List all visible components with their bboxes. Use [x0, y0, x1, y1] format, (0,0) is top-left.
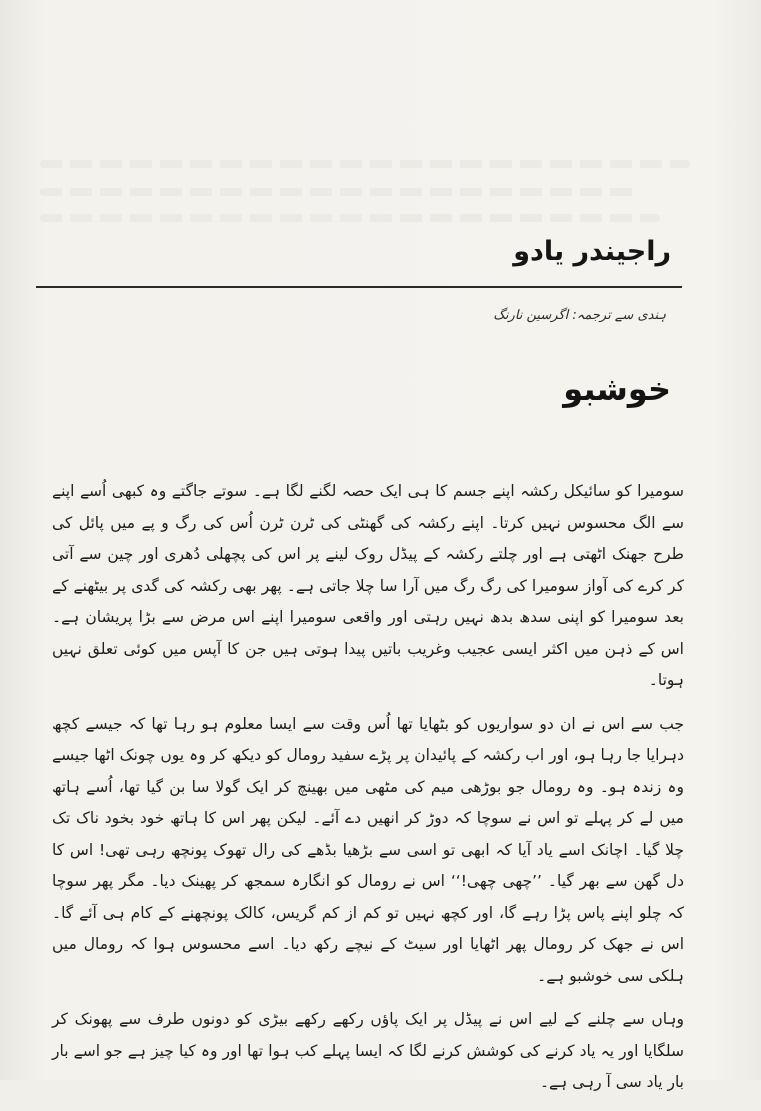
paragraph: وہاں سے چلنے کے لیے اس نے پیڈل پر ایک پاؤں رکھے رکھے بیڑی کو دونوں طرف سے پھونک کر سلگایا اور یہ یاد کرنے کی کوشش کرنے لگا کہ ایسا پہلے کب ہوا تھا اور وہ کیا چیز ہے جو اسے بار بار یاد سی آ رہی ہے۔ [52, 1010, 684, 1091]
translator-credit: ہندی سے ترجمہ: اگرسین نارنگ [493, 308, 666, 323]
story-title: خوشبو [563, 370, 671, 408]
story-body [52, 476, 684, 1111]
paragraph: جب سے اس نے ان دو سواریوں کو بٹھایا تھا اُس وقت سے ایسا معلوم ہو رہا تھا کہ جیسے کچھ دہرایا جا رہا ہو، اور اب رکشہ کے پائیدان پر پڑے سفید رومال کو دیکھ کر وہ یوں چونک اٹھا جیسے وہ زندہ ہو۔ وہ رومال جو بوڑھی میم کی مٹھی میں بھینچ کر ایک گولا سا بن گیا تھا، اُسے ہاتھ میں لے کر پہلے تو اس نے سوچا کہ دوڑ کر انھیں دے آئے۔ لیکن پھر اس کا ہاتھ خود بخود ناک تک چلا گیا۔ اچانک اسے یاد آیا کہ ابھی تو اسی سے بڑھیا بڈھے کی رال تھوک پونچھ رہی تھی! اس کا دل گھن سے بھر گیا۔ ’’چھی چھی!‘‘ اس نے رومال کو انگارہ سمجھ کر پھینک دیا۔ مگر پھر سوچا کہ چلو اپنے پاس پڑا رہے گا، اور کچھ نہیں تو کم از کم گریس، کالک پونچھنے کے کام ہی آئے گا۔ اس نے جھک کر رومال پھر اٹھایا اور سیٹ کے نیچے رکھ دیا۔ اسے محسوس ہوا کہ رومال میں ہلکی سی خوشبو ہے۔ [52, 714, 684, 985]
bleed-through-text [40, 188, 640, 196]
paragraph: سومیرا کو سائیکل رکشہ اپنے جسم کا ہی ایک حصہ لگنے لگا ہے۔ سوتے جاگتے وہ کبھی اُسے اپنے سے الگ محسوس نہیں کرتا۔ اپنے رکشہ کی گھنٹی کی ٹرن ٹرن اُس کی رگ و پے میں پائل کی طرح جھنک اٹھتی ہے اور چلتے رکشہ کے پیڈل روک لینے پر اس کی پچھلی دُھری اور چین سے آتی کر کرے کی آواز سومیرا کی رگ رگ میں آرا سا چلا جاتی ہے۔ پھر بھی رکشہ کی گدی پر بیٹھنے کے بعد سومیرا کو اپنی سدھ بدھ نہیں رہتی اور واقعی سومیرا اپنے اس مرض سے بڑا پریشان ہے۔ اس کے ذہن میں اکثر ایسی عجیب وغریب باتیں پیدا ہوتی ہیں جن کا آپس میں کوئی تعلق نہیں ہوتا۔ [52, 482, 684, 689]
bleed-through-text [40, 160, 690, 168]
bleed-through-text [40, 214, 660, 222]
author-name: راجیندر یادو [513, 236, 671, 267]
header-rule [36, 286, 682, 288]
